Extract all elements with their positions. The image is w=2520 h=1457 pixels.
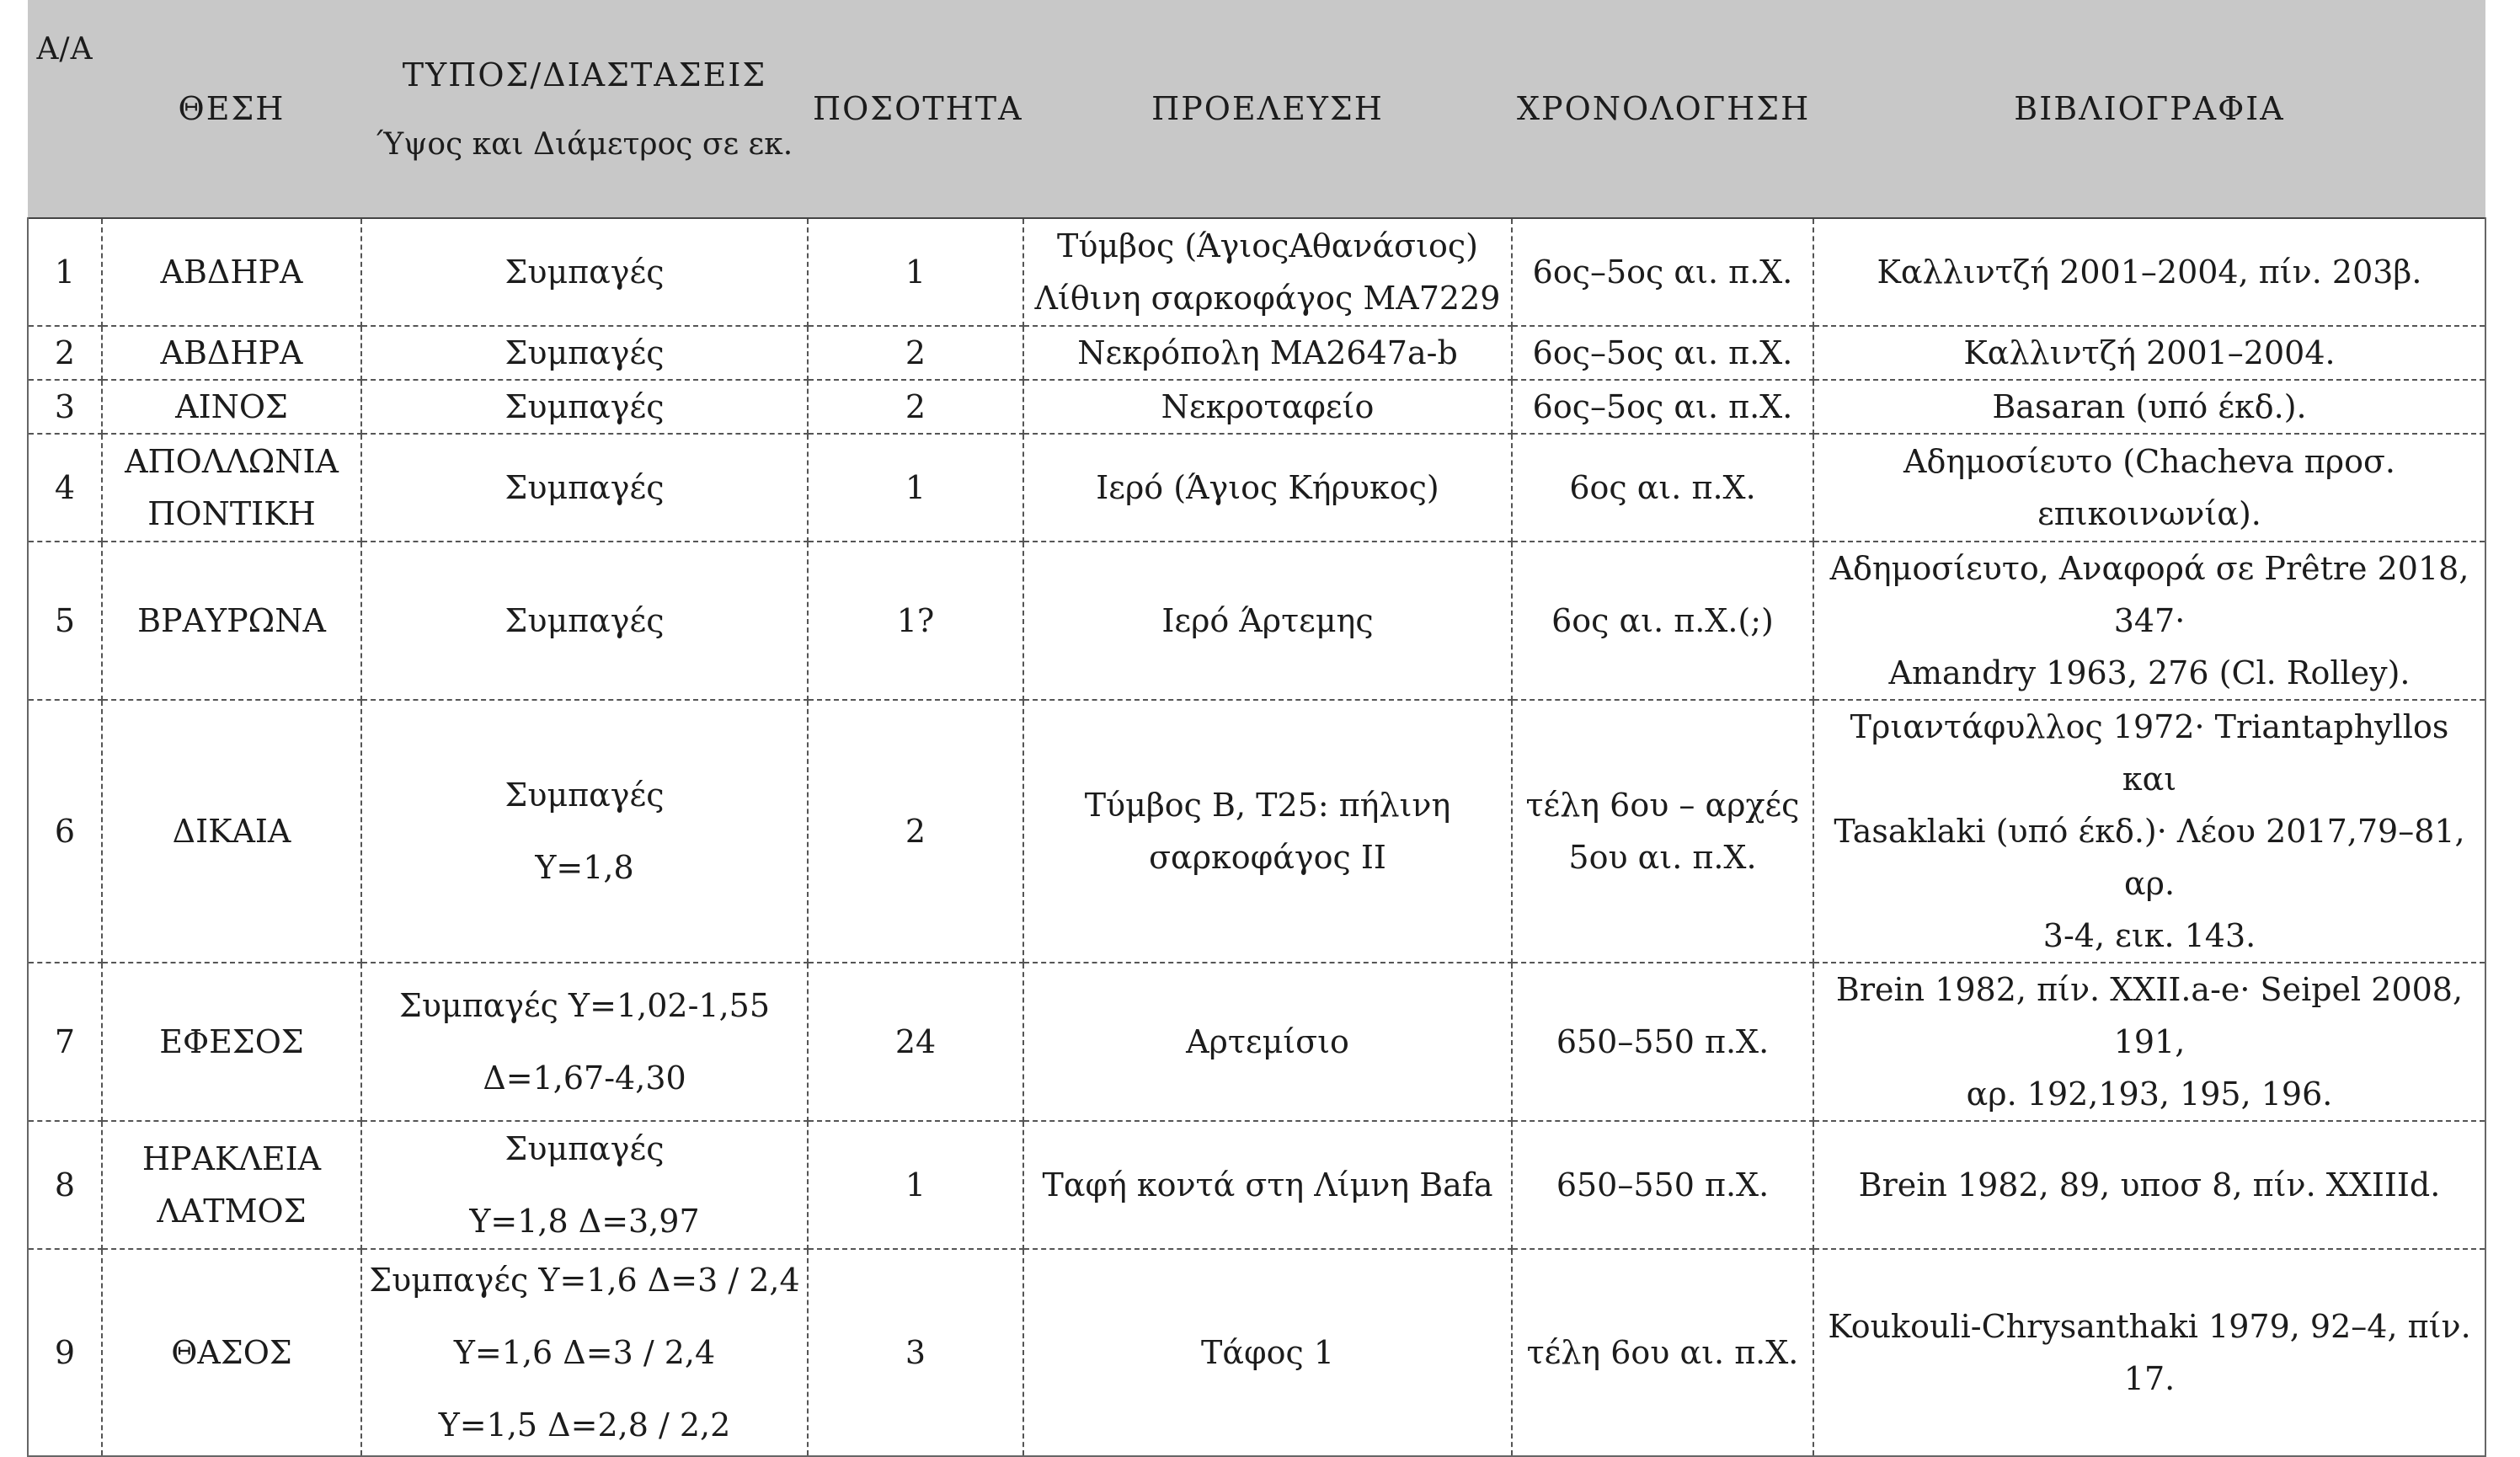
cell-proeleusi [1023, 963, 1512, 1121]
header-posotita: ΠΟΣΟΤΗΤΑ [808, 0, 1023, 218]
cell-line: Υ=1,8 [535, 849, 634, 886]
cell-line: 6ος αι. π.Χ.(;) [1551, 602, 1774, 639]
cell-bibliografia [1813, 218, 2485, 326]
cell-thesi [102, 1121, 361, 1249]
cell-xronologisi [1512, 218, 1813, 326]
cell-line: Συμπαγές [505, 1130, 665, 1167]
cell-line: Amandry 1963, 276 (Cl. Rolley). [1888, 654, 2411, 691]
cell-thesi [102, 963, 361, 1121]
cell-line: Tasaklaki (υπό έκδ.)· Λέου 2017,79–81, αρ. [1834, 813, 2465, 902]
cell-line: ΑΙΝΟΣ [175, 388, 288, 425]
cell-line: Basaran (υπό έκδ.). [1992, 388, 2307, 425]
cell-line: Συμπαγές Υ=1,02-1,55 [398, 987, 771, 1024]
cell-line: ΑΒΔΗΡΑ [160, 334, 303, 371]
header-typos-subtitle: Ύψος και Διάμετρος σε εκ. [376, 126, 793, 162]
cell-line: 6ος–5ος αι. π.Χ. [1532, 388, 1793, 425]
cell-line: 3-4, εικ. 143. [2042, 917, 2256, 954]
cell-line: Νεκρόπολη ΜΑ2647a-b [1077, 334, 1458, 371]
table-row [28, 1249, 2485, 1456]
cell-bibliografia [1813, 1249, 2485, 1456]
cell-line: Καλλιντζή 2001–2004. [1963, 334, 2336, 371]
cell-xronologisi [1512, 542, 1813, 700]
cell-bibliografia [1813, 380, 2485, 434]
cell-line: Υ=1,6 Δ=3 / 2,4 [453, 1334, 716, 1371]
cell-thesi [102, 380, 361, 434]
cell-typos [361, 1249, 808, 1456]
cell-line: Συμπαγές [505, 469, 665, 506]
table-body [28, 218, 2485, 1456]
cell-xronologisi [1512, 1249, 1813, 1456]
cell-line: 6ος–5ος αι. π.Χ. [1532, 254, 1793, 291]
cell-proeleusi [1023, 434, 1512, 542]
cell-line: Ιερό Άρτεμης [1161, 602, 1374, 639]
cell-line: ΑΠΟΛΛΩΝΙΑ [125, 443, 339, 480]
cell-line: ΘΑΣΟΣ [171, 1334, 292, 1371]
cell-bibliografia [1813, 1121, 2485, 1249]
header-typos [361, 0, 808, 218]
cell-xronologisi [1512, 700, 1813, 963]
cell-line: 6ος–5ος αι. π.Χ. [1532, 334, 1793, 371]
cell-aa: 5 [28, 542, 102, 700]
cell-line: σαρκοφάγος ΙΙ [1149, 839, 1386, 876]
cell-line: 5ου αι. π.Χ. [1568, 839, 1757, 876]
cell-posotita: 1 [808, 218, 1023, 326]
cell-proeleusi [1023, 1121, 1512, 1249]
cell-thesi [102, 1249, 361, 1456]
cell-bibliografia [1813, 326, 2485, 380]
cell-line: Τύμβος (ΆγιοςΑθανάσιος) [1057, 227, 1478, 264]
cell-line: Υ=1,5 Δ=2,8 / 2,2 [438, 1406, 731, 1444]
cell-posotita: 3 [808, 1249, 1023, 1456]
cell-line: Συμπαγές [505, 334, 665, 371]
cell-bibliografia [1813, 542, 2485, 700]
cell-line: αρ. 192,193, 195, 196. [1966, 1075, 2333, 1113]
cell-line: Brein 1982, 89, υποσ 8, πίν. XXIIId. [1858, 1166, 2441, 1203]
cell-aa: 1 [28, 218, 102, 326]
cell-typos [361, 434, 808, 542]
line-gap [369, 821, 800, 841]
table-row [28, 700, 2485, 963]
cell-line: ΑΒΔΗΡΑ [160, 254, 303, 291]
cell-line: ΠΟΝΤΙΚΗ [147, 495, 316, 532]
line-gap [369, 1379, 800, 1399]
cell-posotita: 2 [808, 380, 1023, 434]
cell-bibliografia [1813, 963, 2485, 1121]
cell-bibliografia [1813, 700, 2485, 963]
cell-line: Συμπαγές [505, 254, 665, 291]
cell-xronologisi [1512, 963, 1813, 1121]
cell-posotita: 1? [808, 542, 1023, 700]
cell-line: 650–550 π.Χ. [1556, 1166, 1770, 1203]
table-header [28, 0, 2485, 218]
cell-posotita: 24 [808, 963, 1023, 1121]
table-row [28, 218, 2485, 326]
line-gap [369, 1032, 800, 1052]
cell-xronologisi [1512, 380, 1813, 434]
cell-aa: 3 [28, 380, 102, 434]
cell-line: ΗΡΑΚΛΕΙΑ [141, 1140, 322, 1177]
cell-typos [361, 1121, 808, 1249]
cell-proeleusi [1023, 700, 1512, 963]
cell-aa: 8 [28, 1121, 102, 1249]
cell-xronologisi [1512, 434, 1813, 542]
table-row [28, 542, 2485, 700]
cell-typos [361, 542, 808, 700]
cell-line: Αδημοσίευτο (Chacheva προσ. επικοινωνία). [1903, 443, 2395, 532]
cell-typos [361, 700, 808, 963]
cell-line: Αρτεμίσιο [1186, 1023, 1349, 1060]
cell-typos [361, 326, 808, 380]
cell-line: 650–550 π.Χ. [1556, 1023, 1770, 1060]
cell-line: 6ος αι. π.Χ. [1569, 469, 1756, 506]
cell-line: Koukouli-Chrysanthaki 1979, 92–4, πίν. 17. [1828, 1308, 2471, 1397]
cell-proeleusi [1023, 542, 1512, 700]
table-row [28, 434, 2485, 542]
cell-line: ΛΑΤΜΟΣ [157, 1193, 307, 1230]
cell-line: Νεκροταφείο [1161, 388, 1375, 425]
cell-line: Τριαντάφυλλος 1972· Triantaphyllos και [1850, 708, 2449, 798]
cell-thesi [102, 542, 361, 700]
cell-proeleusi [1023, 326, 1512, 380]
cell-proeleusi [1023, 218, 1512, 326]
cell-line: Συμπαγές [505, 388, 665, 425]
cell-thesi [102, 434, 361, 542]
cell-line: Λίθινη σαρκοφάγος ΜΑ7229 [1034, 280, 1501, 317]
header-thesi: ΘΕΣΗ [102, 0, 361, 218]
header-typos-title: ΤΥΠΟΣ/ΔΙΑΣΤΑΣΕΙΣ [402, 56, 767, 93]
cell-line: Υ=1,8 Δ=3,97 [469, 1203, 700, 1240]
cell-line: ΕΦΕΣΟΣ [159, 1023, 304, 1060]
cell-thesi [102, 326, 361, 380]
cell-line: ΒΡΑΥΡΩΝΑ [137, 602, 326, 639]
cell-aa: 2 [28, 326, 102, 380]
cell-line: Ταφή κοντά στη Λίμνη Bafa [1042, 1166, 1493, 1203]
cell-proeleusi [1023, 1249, 1512, 1456]
cell-aa: 9 [28, 1249, 102, 1456]
table-row [28, 326, 2485, 380]
header-proeleusi: ΠΡΟΕΛΕΥΣΗ [1023, 0, 1512, 218]
cell-line: Brein 1982, πίν. XXII.a-e· Seipel 2008, 191, [1835, 971, 2464, 1060]
cell-line: Αδημοσίευτο, Αναφορά σε Prêtre 2018, 347· [1829, 550, 2469, 639]
cell-line: Ιερό (Άγιος Κήρυκος) [1096, 469, 1439, 506]
cell-line: ΔΙΚΑΙΑ [172, 813, 291, 850]
cell-aa: 6 [28, 700, 102, 963]
cell-thesi [102, 218, 361, 326]
cell-typos [361, 218, 808, 326]
table-row [28, 1121, 2485, 1249]
cell-bibliografia [1813, 434, 2485, 542]
cell-thesi [102, 700, 361, 963]
header-row [28, 0, 2485, 218]
line-gap [369, 1306, 800, 1326]
cell-aa: 4 [28, 434, 102, 542]
cell-posotita: 1 [808, 1121, 1023, 1249]
cell-proeleusi [1023, 380, 1512, 434]
cell-xronologisi [1512, 326, 1813, 380]
header-xronologisi: ΧΡΟΝΟΛΟΓΗΣΗ [1512, 0, 1813, 218]
table-row [28, 380, 2485, 434]
cell-line: Τάφος 1 [1200, 1334, 1335, 1371]
catalogue-table [27, 0, 2486, 1457]
cell-line: Συμπαγές [505, 602, 665, 639]
cell-posotita: 2 [808, 326, 1023, 380]
cell-aa: 7 [28, 963, 102, 1121]
line-gap [369, 1175, 800, 1195]
header-bibliografia: ΒΙΒΛΙΟΓΡΑΦΙΑ [1813, 0, 2485, 218]
cell-line: Συμπαγές Υ=1,6 Δ=3 / 2,4 [369, 1262, 800, 1299]
cell-line: Καλλιντζή 2001–2004, πίν. 203β. [1877, 254, 2422, 291]
cell-line: Συμπαγές [505, 777, 665, 814]
cell-typos [361, 380, 808, 434]
cell-line: Τύμβος Β, Τ25: πήλινη [1084, 787, 1451, 824]
cell-line: Δ=1,67-4,30 [483, 1059, 686, 1097]
cell-line: τέλη 6ου αι. π.Χ. [1526, 1334, 1799, 1371]
cell-line: τέλη 6ου – αρχές [1525, 787, 1800, 824]
cell-posotita: 2 [808, 700, 1023, 963]
cell-posotita: 1 [808, 434, 1023, 542]
table-row [28, 963, 2485, 1121]
catalogue-table-container [27, 0, 2485, 1457]
cell-typos [361, 963, 808, 1121]
cell-xronologisi [1512, 1121, 1813, 1249]
header-aa: Α/Α [28, 0, 102, 218]
